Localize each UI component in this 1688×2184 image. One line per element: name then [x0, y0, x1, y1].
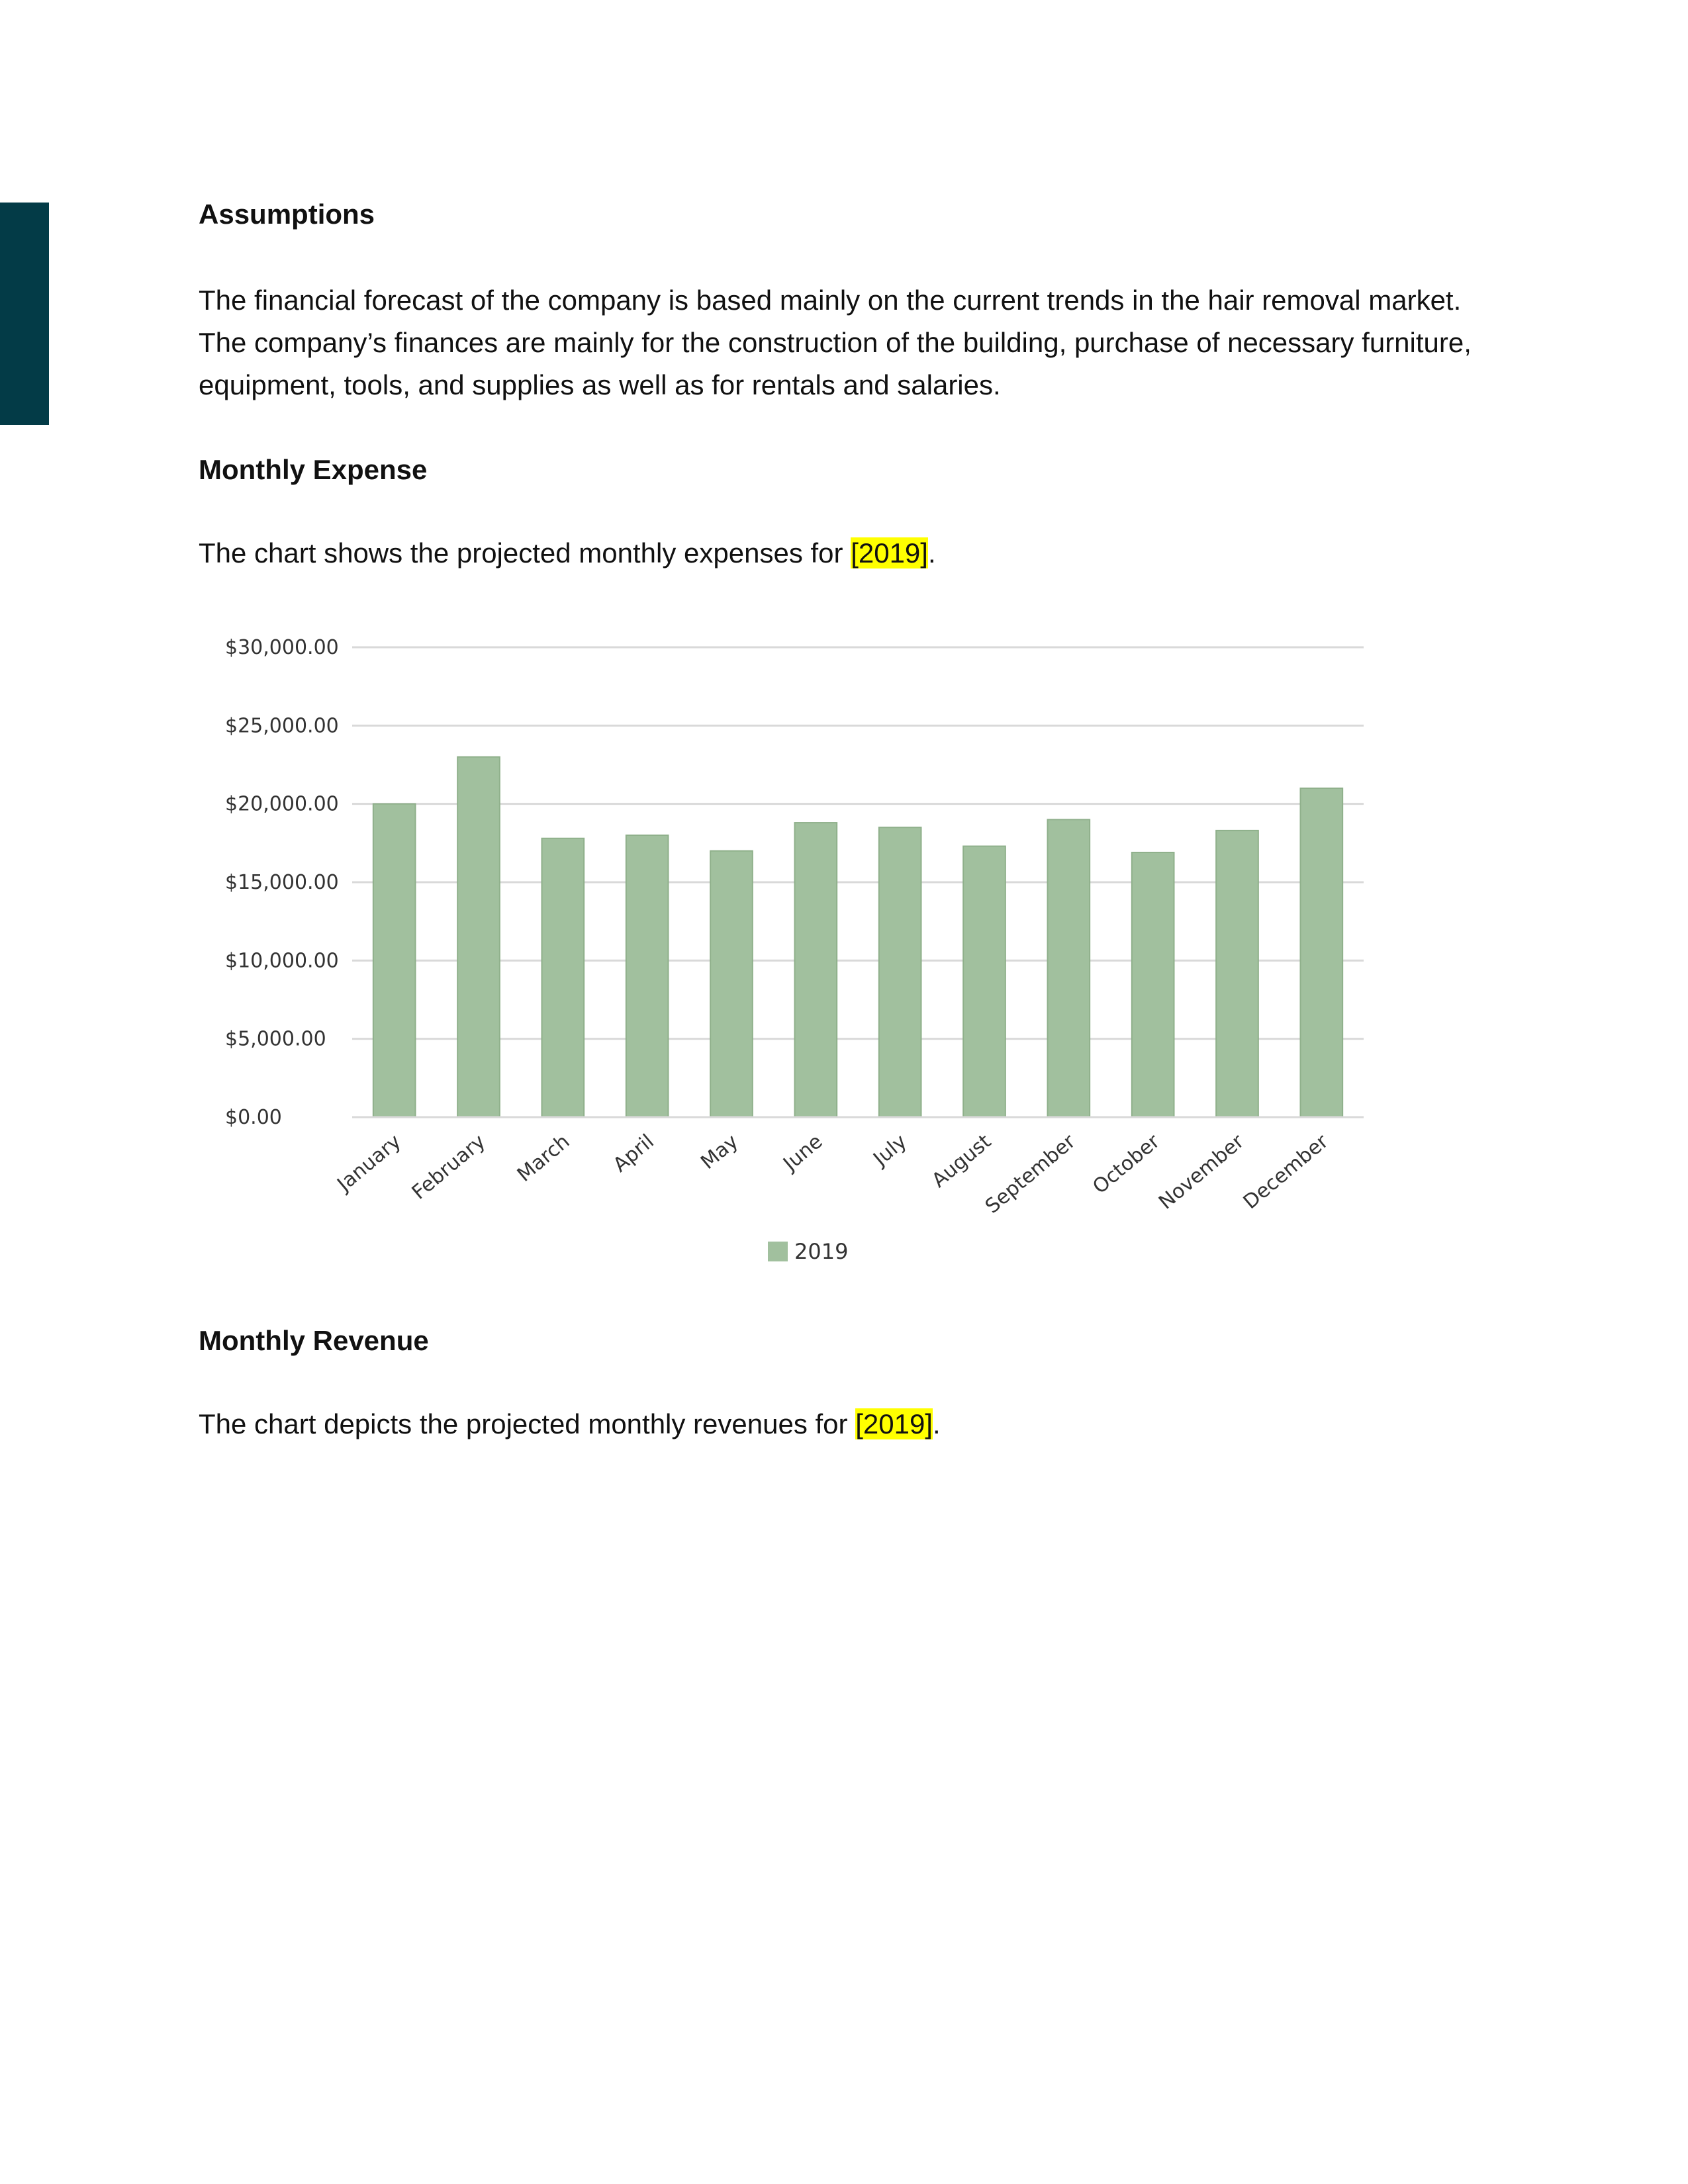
x-category-label: September: [980, 1130, 1080, 1218]
x-category-label: January: [333, 1130, 406, 1197]
y-tick-label: $5,000.00: [225, 1027, 326, 1051]
monthly-expense-period: .: [927, 537, 936, 569]
bar: [879, 827, 921, 1117]
bar-chart-svg: [199, 622, 1390, 1297]
monthly-expense-paragraph: [199, 532, 936, 574]
x-category-label: August: [927, 1130, 996, 1193]
monthly-revenue-heading: Monthly Revenue: [199, 1325, 429, 1356]
side-tab-decoration: [0, 203, 49, 425]
assumptions-paragraph: The financial forecast of the company is based mainly on the current trends in the hair removal market. The company’s finances are mainly for the construction of the building, purchase of necessary furniture, equipment, tools, and supplies as well as for rentals and salaries.: [199, 285, 1472, 400]
x-category-label: March: [512, 1130, 575, 1187]
legend-swatch: [768, 1242, 788, 1261]
legend-label: 2019: [794, 1239, 849, 1264]
y-tick-label: $10,000.00: [225, 949, 339, 973]
monthly-revenue-period: .: [932, 1408, 941, 1439]
y-tick-label: $30,000.00: [225, 636, 339, 659]
bar: [457, 757, 500, 1117]
x-category-label: June: [778, 1130, 827, 1176]
y-tick-label: $20,000.00: [225, 792, 339, 816]
bar: [1216, 831, 1258, 1117]
bar: [373, 804, 416, 1117]
monthly-revenue-text: The chart depicts the projected monthly revenues for: [199, 1408, 856, 1439]
x-category-label: February: [407, 1130, 491, 1205]
monthly-expense-year-highlight: [2019]: [851, 537, 928, 569]
bar: [1048, 819, 1090, 1117]
monthly-expense-heading: Monthly Expense: [199, 454, 428, 485]
x-category-label: May: [696, 1130, 743, 1175]
bar: [1301, 788, 1343, 1117]
bar: [542, 839, 585, 1117]
bar: [710, 851, 753, 1117]
monthly-expense-chart: [199, 622, 1390, 1297]
bar: [626, 835, 669, 1117]
monthly-revenue-year-highlight: [2019]: [855, 1408, 933, 1439]
monthly-revenue-paragraph: [199, 1403, 941, 1445]
x-category-label: December: [1239, 1130, 1333, 1214]
y-tick-label: $15,000.00: [225, 871, 339, 894]
bar: [963, 846, 1006, 1117]
x-category-label: October: [1088, 1130, 1164, 1199]
bar: [795, 823, 837, 1117]
x-category-label: July: [868, 1130, 912, 1171]
y-tick-label: $0.00: [225, 1106, 282, 1129]
bar: [1132, 852, 1174, 1117]
x-category-label: November: [1154, 1130, 1249, 1214]
x-category-label: April: [608, 1130, 659, 1177]
assumptions-heading: Assumptions: [199, 199, 375, 230]
monthly-expense-text: The chart shows the projected monthly expenses for: [199, 537, 851, 569]
y-tick-label: $25,000.00: [225, 714, 339, 738]
